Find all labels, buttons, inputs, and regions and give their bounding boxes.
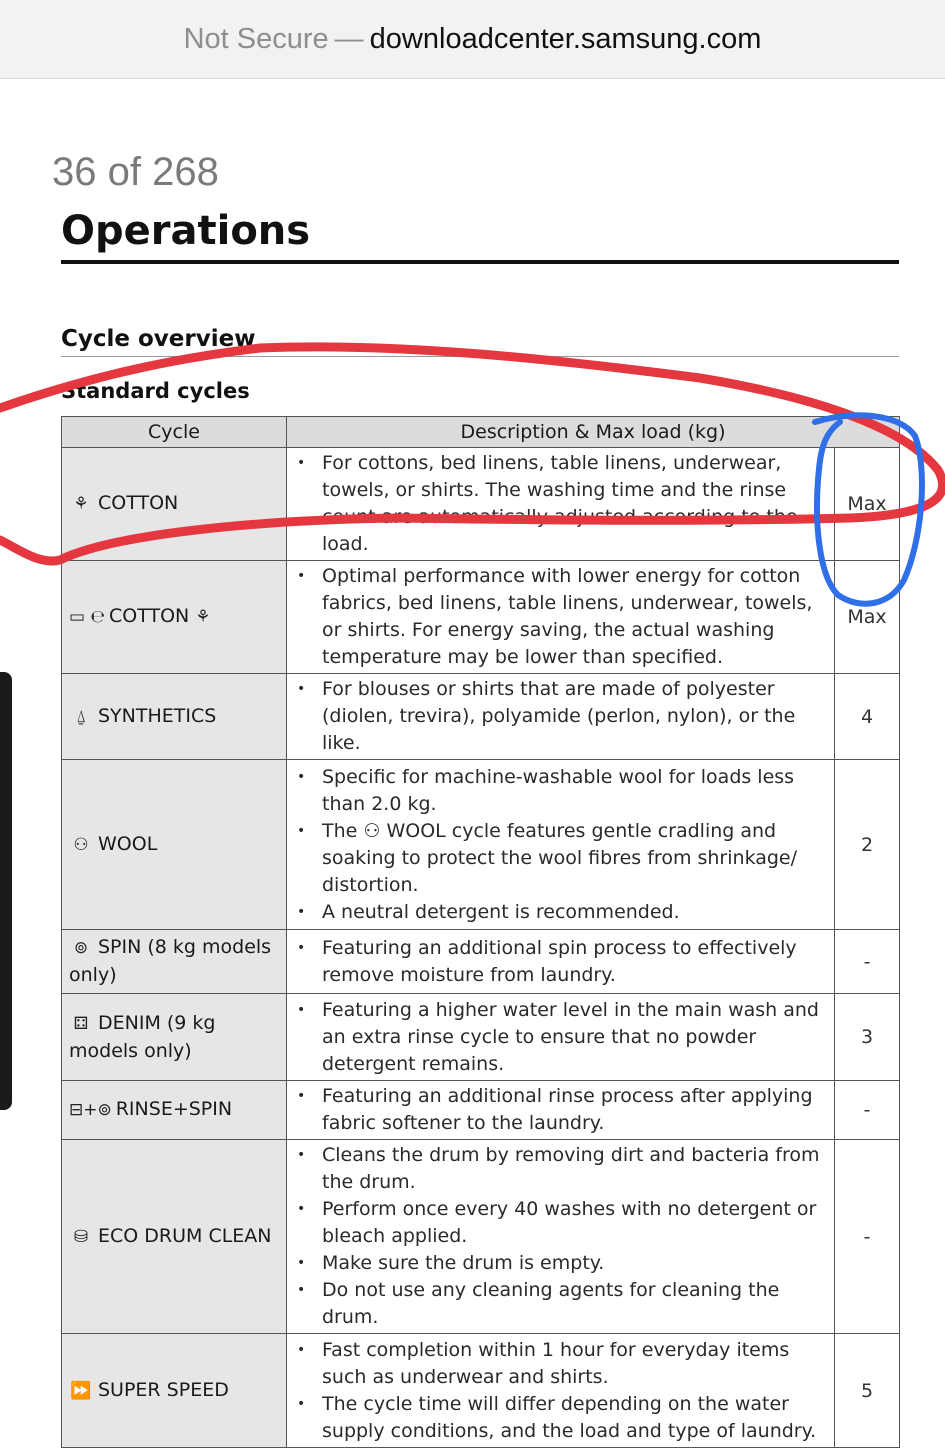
- table-row: [62, 674, 900, 760]
- table-row: [62, 994, 900, 1081]
- section-divider: [61, 356, 899, 357]
- table-row: [62, 561, 900, 674]
- cycle-name: DENIM (9 kg models only): [69, 1011, 216, 1062]
- description-item: • Cleans the drum by removing dirt and bacteria from the drum.: [293, 1142, 826, 1196]
- description-cell: [287, 760, 835, 930]
- description-item: • For cottons, bed linens, table linens, underwear, towels, or shirts. The washing time and the rinse count are automatically adjusted according to the load.: [293, 450, 826, 558]
- cycle-name: WOOL: [98, 832, 158, 855]
- description-item: • Fast completion within 1 hour for everyday items such as underwear and shirts.: [293, 1337, 826, 1391]
- cycle-name: COTTON: [98, 492, 179, 514]
- description-cell: [287, 561, 835, 674]
- eco-cotton-icon: ▭ ℮: [69, 607, 105, 627]
- description-cell: [287, 1334, 835, 1448]
- cycle-cell: [62, 1140, 287, 1334]
- table-row: [62, 1334, 900, 1448]
- max-load-cell: 3: [835, 994, 900, 1081]
- page-title: Operations: [61, 208, 311, 254]
- page-counter: 36 of 268: [52, 150, 219, 194]
- cycle-name: RINSE+SPIN: [115, 1098, 233, 1120]
- address-bar[interactable]: [0, 0, 945, 79]
- rinse-spin-icon: ⊟+⊚: [69, 1100, 112, 1120]
- table-row: [62, 760, 900, 930]
- url-separator: —: [334, 22, 364, 55]
- description-item: • Featuring an additional rinse process after applying fabric softener to the laundry.: [293, 1083, 826, 1137]
- description-item: • Do not use any cleaning agents for cleaning the drum.: [293, 1277, 826, 1331]
- cycle-cell: [62, 561, 287, 674]
- title-divider: [61, 260, 899, 264]
- section-heading: Cycle overview: [61, 326, 256, 352]
- description-item: • Optimal performance with lower energy for cotton fabrics, bed linens, table linens, underwear, towels, or shirts. For energy saving, the actual washing temperature may be lower than specified.: [293, 563, 826, 671]
- cycle-name: SYNTHETICS: [98, 704, 217, 727]
- table-row: [62, 1081, 900, 1140]
- cycle-cell: [62, 674, 287, 760]
- security-label: Not Secure: [183, 22, 329, 55]
- super-speed-icon: ⏩: [70, 1380, 92, 1401]
- description-item: • Perform once every 40 washes with no detergent or bleach applied.: [293, 1196, 826, 1250]
- description-item: • For blouses or shirts that are made of polyester (diolen, trevira), polyamide (perlon, nylon), or the like.: [293, 676, 826, 757]
- cycle-cell: [62, 1081, 287, 1140]
- cycle-cell: [62, 1334, 287, 1448]
- cycle-cell: [62, 448, 287, 561]
- description-cell: [287, 930, 835, 994]
- max-load-cell: Max: [835, 561, 900, 674]
- cycle-name: ECO DRUM CLEAN: [98, 1224, 272, 1247]
- cycle-name: COTTON: [109, 605, 190, 627]
- table-row: [62, 448, 900, 561]
- cycle-cell: [62, 760, 287, 930]
- cotton-icon: ⚘: [73, 494, 89, 514]
- max-load-cell: -: [835, 930, 900, 994]
- description-item: • The ⚇ WOOL cycle features gentle cradling and soaking to protect the wool fibres from shrinkage/ distortion.: [293, 818, 826, 899]
- table-row: [62, 930, 900, 994]
- description-cell: [287, 674, 835, 760]
- cycle-cell: [62, 930, 287, 994]
- synthetics-icon: ⍙: [75, 706, 87, 727]
- max-load-cell: Max: [835, 448, 900, 561]
- description-cell: [287, 448, 835, 561]
- header-cycle: Cycle: [62, 417, 287, 448]
- cycle-name: SUPER SPEED: [98, 1378, 229, 1401]
- max-load-cell: -: [835, 1140, 900, 1334]
- description-item: • Featuring a higher water level in the main wash and an extra rinse cycle to ensure that no powder detergent remains.: [293, 997, 826, 1078]
- description-item: • Make sure the drum is empty.: [293, 1250, 826, 1277]
- url-domain: downloadcenter.samsung.com: [369, 22, 762, 55]
- cycle-name: SPIN (8 kg models only): [69, 936, 272, 986]
- table-header-row: [62, 417, 900, 448]
- description-cell: [287, 1081, 835, 1140]
- max-load-cell: 2: [835, 760, 900, 930]
- description-cell: [287, 1140, 835, 1334]
- cycle-table: [61, 416, 900, 1448]
- header-description: Description & Max load (kg): [287, 417, 900, 448]
- description-item: • The cycle time will differ depending on the water supply conditions, and the load and type of laundry.: [293, 1391, 826, 1445]
- description-item: • Specific for machine-washable wool for loads less than 2.0 kg.: [293, 764, 826, 818]
- side-handle[interactable]: [0, 672, 12, 1110]
- eco-drum-clean-icon: ⛁: [73, 1226, 89, 1247]
- denim-icon: ⚃: [73, 1013, 89, 1034]
- subsection-heading: Standard cycles: [61, 379, 250, 403]
- wool-icon: ⚇: [73, 834, 89, 855]
- max-load-cell: 5: [835, 1334, 900, 1448]
- description-item: • Featuring an additional spin process to effectively remove moisture from laundry.: [293, 935, 826, 989]
- max-load-cell: 4: [835, 674, 900, 760]
- description-cell: [287, 994, 835, 1081]
- description-item: • A neutral detergent is recommended.: [293, 899, 826, 926]
- cycle-cell: [62, 994, 287, 1081]
- max-load-cell: -: [835, 1081, 900, 1140]
- table-row: [62, 1140, 900, 1334]
- spin-icon: ⊚: [73, 938, 89, 958]
- cotton-icon: ⚘: [195, 607, 211, 627]
